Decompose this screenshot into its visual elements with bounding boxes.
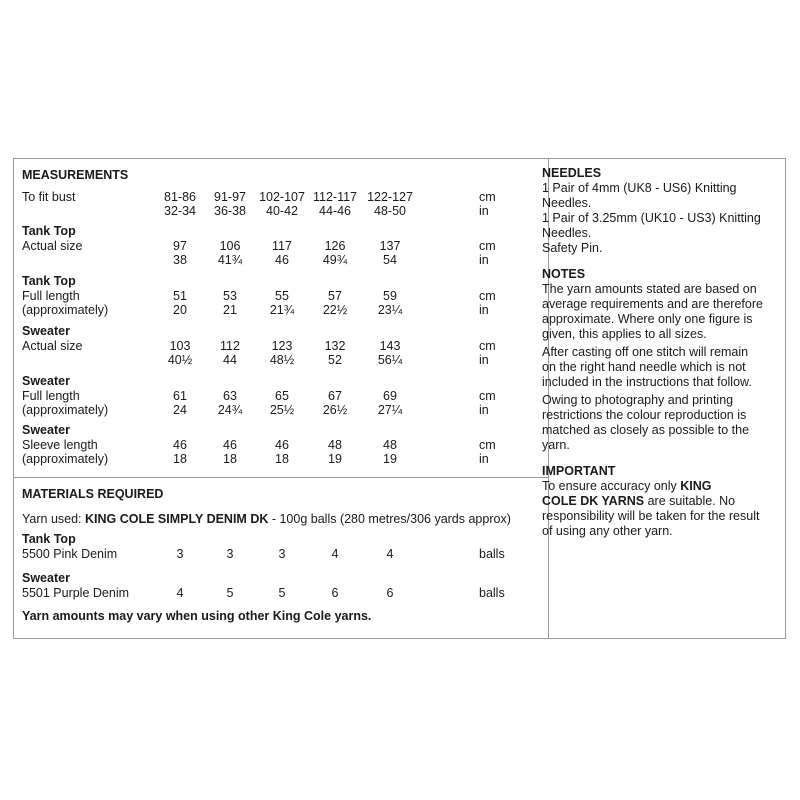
notes-heading: NOTES <box>542 267 586 281</box>
important-line <box>542 494 778 509</box>
measurement-value-in: 24 <box>173 403 187 417</box>
measurement-sublabel: (approximately) <box>22 452 109 466</box>
needles-line: Safety Pin. <box>542 241 603 255</box>
needles-heading: NEEDLES <box>542 166 602 180</box>
measurement-value-in: 23¼ <box>377 303 403 317</box>
materials-heading: MATERIALS REQUIRED <box>22 487 164 501</box>
needles-section <box>542 166 778 256</box>
measurement-value-in: 38 <box>173 253 187 267</box>
unit-cm: cm <box>479 190 496 204</box>
measurement-value-in: 18 <box>173 452 187 466</box>
unit-in: in <box>479 253 489 267</box>
measurement-value-cm: 126 <box>324 239 346 253</box>
measurement-value-cm: 67 <box>328 389 342 403</box>
materials-group-label: Tank Top <box>22 532 76 546</box>
measurement-value-in: 20 <box>173 303 187 317</box>
ball-count: 5 <box>278 586 286 600</box>
measurement-label: Full length <box>22 289 80 303</box>
unit-in: in <box>479 204 489 218</box>
ball-count: 5 <box>226 586 234 600</box>
important-heading: IMPORTANT <box>542 464 616 478</box>
important-line <box>542 479 778 494</box>
measurement-group-label: Tank Top <box>22 274 76 288</box>
measurement-value-in: 21¾ <box>269 303 295 317</box>
measurement-value-in: 49¾ <box>322 253 348 267</box>
measurement-sublabel: (approximately) <box>22 403 109 417</box>
measurement-value-cm: 65 <box>275 389 289 403</box>
unit-in: in <box>479 303 489 317</box>
measurement-sublabel: (approximately) <box>22 303 109 317</box>
measurement-value-cm: 53 <box>223 289 237 303</box>
yarn-used-line <box>22 512 511 526</box>
measurement-value-in: 56¼ <box>377 353 403 367</box>
important-bold-text: KING <box>680 479 712 493</box>
ball-count: 6 <box>386 586 394 600</box>
unit-cm: cm <box>479 239 496 253</box>
measurement-value-cm: 59 <box>383 289 397 303</box>
measurement-value-cm: 57 <box>328 289 342 303</box>
measurement-value-in: 40-42 <box>266 204 298 218</box>
measurement-value-cm: 112 <box>220 339 240 353</box>
measurement-value-in: 18 <box>275 452 289 466</box>
measurement-value-cm: 46 <box>173 438 187 452</box>
measurement-value-cm: 102-107 <box>259 190 305 204</box>
notes-line: average requirements and are therefore <box>542 297 763 311</box>
unit-in: in <box>479 353 489 367</box>
measurement-value-cm: 63 <box>223 389 237 403</box>
measurement-value-cm: 91-97 <box>214 190 246 204</box>
section-divider <box>14 477 548 478</box>
notes-line: The yarn amounts stated are based on <box>542 282 757 296</box>
yarn-colour: 5501 Purple Denim <box>22 586 130 600</box>
measurement-value-cm: 55 <box>275 289 289 303</box>
needles-line: Needles. <box>542 226 592 240</box>
measurement-value-in: 32-34 <box>164 204 196 218</box>
notes-line: restrictions the colour reproduction is <box>542 408 747 422</box>
yarn-note: Yarn amounts may vary when using other King Cole yarns. <box>22 609 372 623</box>
ball-count: 3 <box>278 547 286 561</box>
ball-count: 3 <box>226 547 234 561</box>
important-text: are suitable. No <box>644 494 736 508</box>
measurement-value-in: 46 <box>275 253 289 267</box>
notes-line: approximate. Where only one figure is <box>542 312 753 326</box>
important-section <box>542 464 778 539</box>
needles-line: 1 Pair of 3.25mm (UK10 - US3) Knitting <box>542 211 761 225</box>
measurement-value-cm: 117 <box>272 239 292 253</box>
yarn-used-prefix: Yarn used: <box>22 512 86 526</box>
notes-line: matched as closely as possible to the <box>542 423 750 437</box>
measurement-value-cm: 122-127 <box>367 190 413 204</box>
notes-section <box>542 267 778 453</box>
measurement-value-in: 48½ <box>269 353 295 367</box>
unit-in: in <box>479 452 489 466</box>
yarn-colour: 5500 Pink Denim <box>22 547 118 561</box>
measurement-group-label: Tank Top <box>22 224 76 238</box>
measurement-value-cm: 106 <box>219 239 241 253</box>
measurement-value-cm: 123 <box>271 339 293 353</box>
yarn-name: KING COLE SIMPLY DENIM DK <box>85 512 269 526</box>
measurement-value-cm: 48 <box>328 438 342 452</box>
measurement-group-label: Sweater <box>22 374 70 388</box>
notes-line: included in the instructions that follow. <box>542 375 752 389</box>
needles-line: Needles. <box>542 196 592 210</box>
ball-count: 4 <box>386 547 394 561</box>
notes-line: yarn. <box>542 438 570 452</box>
measurement-value-in: 22½ <box>322 303 348 317</box>
measurement-value-cm: 81-86 <box>164 190 196 204</box>
measurement-label: To fit bust <box>22 190 76 204</box>
measurement-value-in: 19 <box>383 452 397 466</box>
ball-count: 6 <box>331 586 339 600</box>
measurement-value-cm: 132 <box>324 339 346 353</box>
important-text: To ensure accuracy only <box>542 479 681 493</box>
measurement-value-cm: 103 <box>169 339 191 353</box>
unit-cm: cm <box>479 438 496 452</box>
measurement-value-in: 40½ <box>167 353 193 367</box>
measurement-label: Actual size <box>22 239 83 253</box>
unit-balls: balls <box>479 586 505 600</box>
unit-cm: cm <box>479 339 496 353</box>
ball-count: 4 <box>176 586 184 600</box>
ball-count: 4 <box>331 547 339 561</box>
measurement-value-cm: 137 <box>379 239 401 253</box>
measurement-value-in: 24¾ <box>217 403 243 417</box>
notes-line: Owing to photography and printing <box>542 393 734 407</box>
unit-in: in <box>479 403 489 417</box>
measurement-value-in: 44-46 <box>319 204 351 218</box>
measurement-value-in: 25½ <box>269 403 295 417</box>
measurement-label: Actual size <box>22 339 83 353</box>
measurement-value-in: 26½ <box>322 403 348 417</box>
materials-group-label: Sweater <box>22 571 70 585</box>
needles-line: 1 Pair of 4mm (UK8 - US6) Knitting <box>542 181 737 195</box>
measurement-value-in: 54 <box>383 253 397 267</box>
measurement-value-cm: 61 <box>173 389 187 403</box>
important-line: responsibility will be taken for the result <box>542 509 760 523</box>
measurement-value-in: 19 <box>328 452 342 466</box>
measurement-value-cm: 143 <box>379 339 401 353</box>
measurement-value-cm: 46 <box>275 438 289 452</box>
measurement-label: Sleeve length <box>22 438 98 452</box>
notes-line: given, this applies to all sizes. <box>542 327 707 341</box>
measurement-value-cm: 112-117 <box>312 190 358 204</box>
measurement-group-label: Sweater <box>22 423 70 437</box>
important-bold-text: COLE DK YARNS <box>542 494 645 508</box>
measurement-value-in: 18 <box>223 452 237 466</box>
notes-line: After casting off one stitch will remain <box>542 345 749 359</box>
measurements-heading: MEASUREMENTS <box>22 168 129 182</box>
measurement-value-in: 52 <box>328 353 342 367</box>
measurement-value-in: 21 <box>223 303 237 317</box>
yarn-used-suffix: - 100g balls (280 metres/306 yards approx) <box>268 512 511 526</box>
measurement-value-cm: 48 <box>383 438 397 452</box>
measurement-value-cm: 97 <box>173 239 187 253</box>
unit-balls: balls <box>479 547 505 561</box>
important-line: of using any other yarn. <box>542 524 673 538</box>
measurement-value-in: 41¾ <box>217 253 243 267</box>
measurement-group-label: Sweater <box>22 324 70 338</box>
measurement-value-cm: 69 <box>383 389 397 403</box>
notes-line: on the right hand needle which is not <box>542 360 746 374</box>
measurement-value-cm: 46 <box>223 438 237 452</box>
ball-count: 3 <box>176 547 184 561</box>
unit-cm: cm <box>479 389 496 403</box>
measurement-value-cm: 51 <box>173 289 187 303</box>
measurement-label: Full length <box>22 389 80 403</box>
measurement-value-in: 36-38 <box>214 204 246 218</box>
measurement-value-in: 27¼ <box>377 403 403 417</box>
unit-cm: cm <box>479 289 496 303</box>
measurement-value-in: 48-50 <box>374 204 406 218</box>
measurement-value-in: 44 <box>223 353 237 367</box>
